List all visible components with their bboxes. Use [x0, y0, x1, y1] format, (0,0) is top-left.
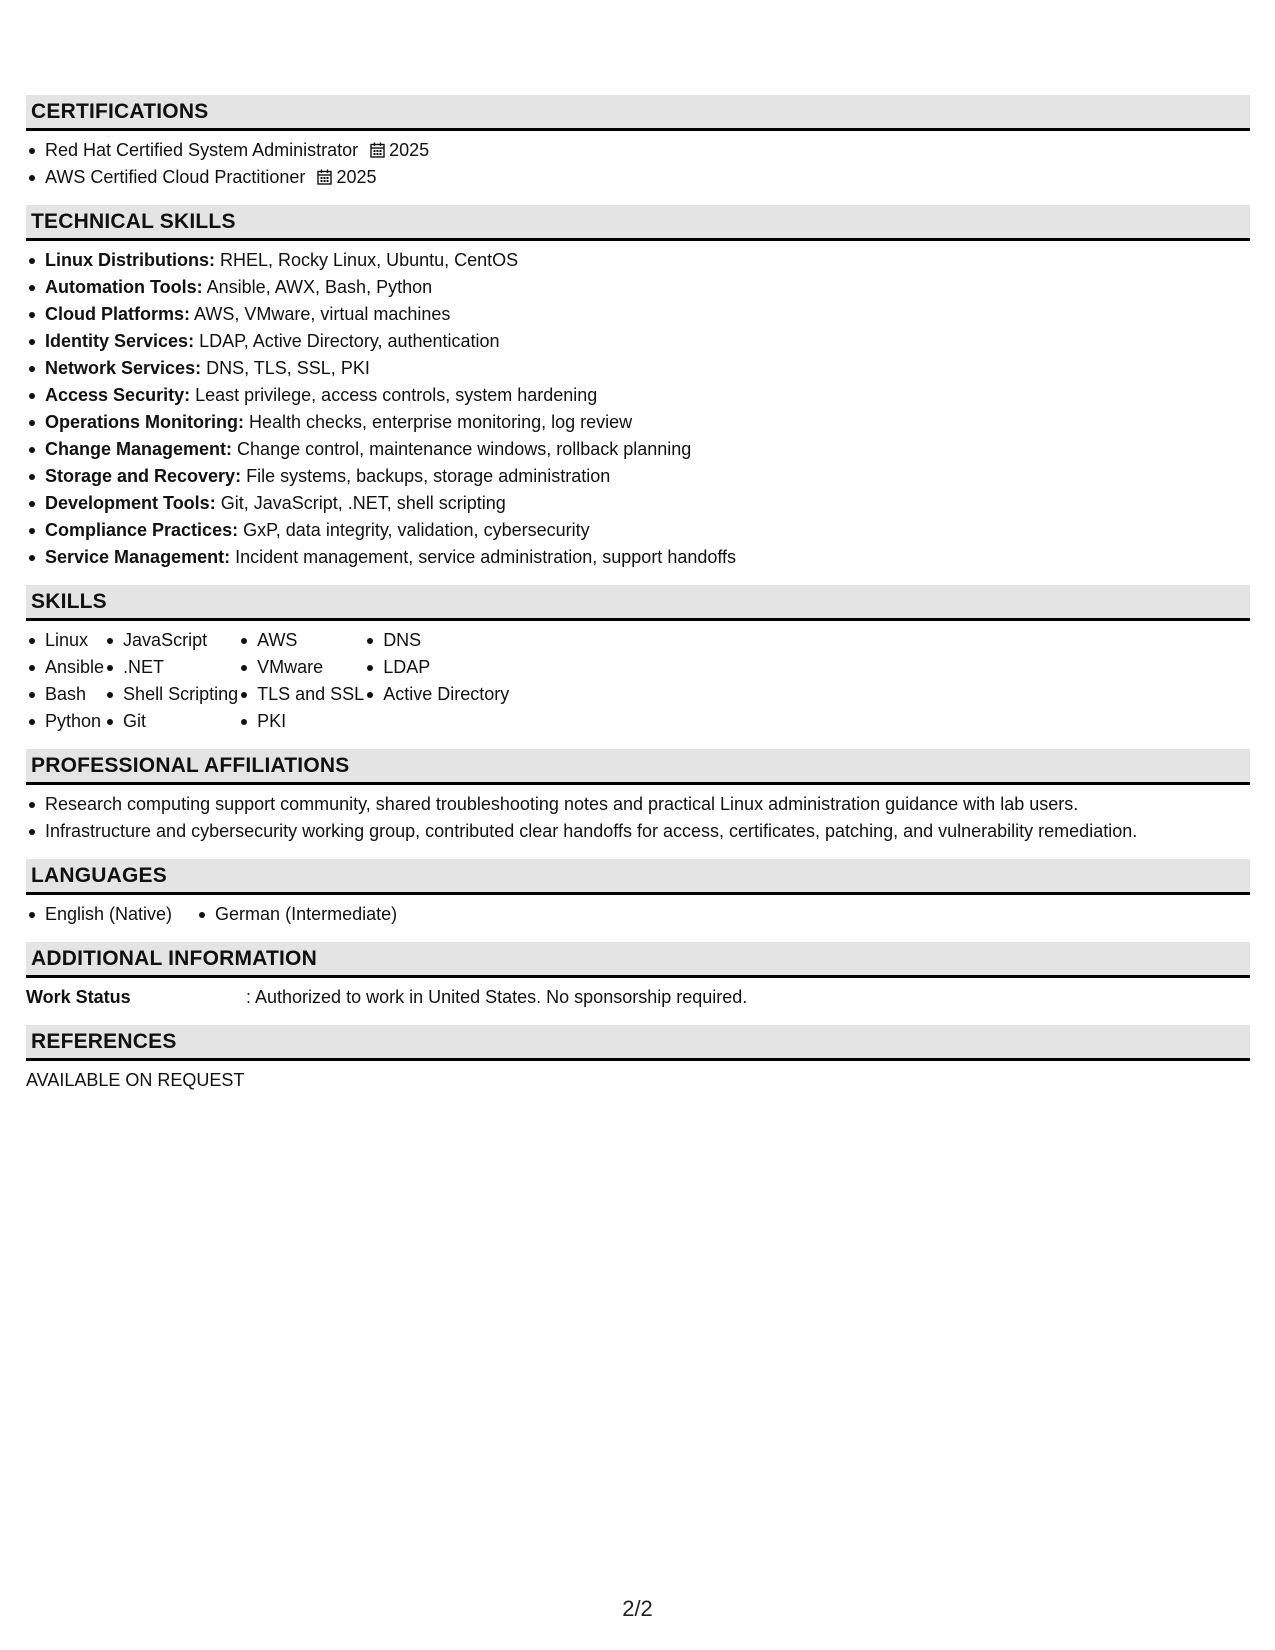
technical-skill-item [26, 274, 1250, 301]
technical-skill-item [26, 301, 1250, 328]
skill-item: Python [26, 708, 104, 735]
calendar-icon [370, 139, 385, 155]
technical-skill-value: Least privilege, access controls, system hardening [195, 385, 598, 405]
additional-info-section [26, 942, 1250, 1011]
technical-skill-label: Storage and Recovery: [45, 466, 242, 486]
skill-item: JavaScript [104, 627, 238, 654]
technical-skills-section [26, 205, 1250, 571]
affiliation-item: Infrastructure and cybersecurity working group, contributed clear handoffs for access, certificates, patching, and vulnerability remediation. [26, 818, 1250, 845]
technical-skill-value: DNS, TLS, SSL, PKI [206, 358, 370, 378]
skill-item: Git [104, 708, 238, 735]
skills-grid [26, 621, 1250, 735]
info-value: : Authorized to work in United States. No sponsorship required. [246, 987, 748, 1007]
resume-page [26, 95, 1250, 1108]
skill-item: Bash [26, 681, 104, 708]
technical-skill-value: GxP, data integrity, validation, cybersecurity [243, 520, 590, 540]
technical-skill-label: Network Services: [45, 358, 202, 378]
technical-skill-label: Service Management: [45, 547, 231, 567]
affiliations-heading: PROFESSIONAL AFFILIATIONS [26, 749, 1250, 785]
language-item: German (Intermediate) [196, 901, 397, 928]
skill-item: TLS and SSL [238, 681, 364, 708]
technical-skill-label: Operations Monitoring: [45, 412, 244, 432]
certification-item [26, 164, 1250, 191]
skill-item: .NET [104, 654, 238, 681]
skills-section [26, 585, 1250, 735]
technical-skill-value: Ansible, AWX, Bash, Python [206, 277, 433, 297]
languages-section [26, 859, 1250, 928]
skill-item: DNS [364, 627, 509, 654]
technical-skill-label: Automation Tools: [45, 277, 203, 297]
technical-skill-value: LDAP, Active Directory, authentication [199, 331, 500, 351]
technical-skill-item [26, 247, 1250, 274]
skill-item: Active Directory [364, 681, 509, 708]
skills-column [364, 627, 509, 735]
languages-heading: LANGUAGES [26, 859, 1250, 895]
certification-name: Red Hat Certified System Administrator [45, 140, 359, 160]
technical-skill-label: Linux Distributions: [45, 250, 215, 270]
technical-skills-heading: TECHNICAL SKILLS [26, 205, 1250, 241]
certification-year: 2025 [336, 167, 377, 187]
skill-item: Linux [26, 627, 104, 654]
technical-skill-item [26, 328, 1250, 355]
skill-item: LDAP [364, 654, 509, 681]
affiliation-item: Research computing support community, shared troubleshooting notes and practical Linux administration guidance with lab users. [26, 791, 1250, 818]
info-label: Work Status [26, 987, 131, 1007]
technical-skill-item [26, 517, 1250, 544]
certifications-heading: CERTIFICATIONS [26, 95, 1250, 131]
affiliations-section [26, 749, 1250, 845]
technical-skill-value: Incident management, service administration, support handoffs [235, 547, 737, 567]
info-row [26, 984, 1250, 1011]
technical-skill-item [26, 355, 1250, 382]
technical-skill-label: Access Security: [45, 385, 191, 405]
certification-name: AWS Certified Cloud Practitioner [45, 167, 306, 187]
technical-skill-label: Compliance Practices: [45, 520, 239, 540]
skills-heading: SKILLS [26, 585, 1250, 621]
page-number: 2/2 [622, 1596, 653, 1621]
skills-column [238, 627, 364, 735]
technical-skill-value: RHEL, Rocky Linux, Ubuntu, CentOS [220, 250, 519, 270]
references-text: AVAILABLE ON REQUEST [26, 1070, 245, 1090]
skill-item: PKI [238, 708, 364, 735]
skills-column [26, 627, 104, 735]
technical-skill-item [26, 463, 1250, 490]
technical-skill-item [26, 409, 1250, 436]
technical-skill-label: Cloud Platforms: [45, 304, 191, 324]
additional-info-heading: ADDITIONAL INFORMATION [26, 942, 1250, 978]
skill-item: AWS [238, 627, 364, 654]
certifications-section [26, 95, 1250, 191]
skill-item: Shell Scripting [104, 681, 238, 708]
language-item: English (Native) [26, 901, 172, 928]
technical-skill-value: AWS, VMware, virtual machines [194, 304, 451, 324]
technical-skill-value: Health checks, enterprise monitoring, log review [249, 412, 633, 432]
certification-year: 2025 [389, 140, 430, 160]
technical-skill-item [26, 382, 1250, 409]
skills-column [104, 627, 238, 735]
technical-skill-item [26, 436, 1250, 463]
skill-item: Ansible [26, 654, 104, 681]
technical-skill-value: Change control, maintenance windows, rollback planning [237, 439, 692, 459]
technical-skill-item [26, 490, 1250, 517]
calendar-icon [317, 166, 332, 182]
references-heading: REFERENCES [26, 1025, 1250, 1061]
technical-skill-item [26, 544, 1250, 571]
skill-item: VMware [238, 654, 364, 681]
certification-item [26, 137, 1250, 164]
technical-skill-label: Change Management: [45, 439, 233, 459]
technical-skill-label: Identity Services: [45, 331, 195, 351]
technical-skill-label: Development Tools: [45, 493, 216, 513]
references-section [26, 1025, 1250, 1094]
technical-skill-value: File systems, backups, storage administration [246, 466, 611, 486]
technical-skill-value: Git, JavaScript, .NET, shell scripting [220, 493, 506, 513]
